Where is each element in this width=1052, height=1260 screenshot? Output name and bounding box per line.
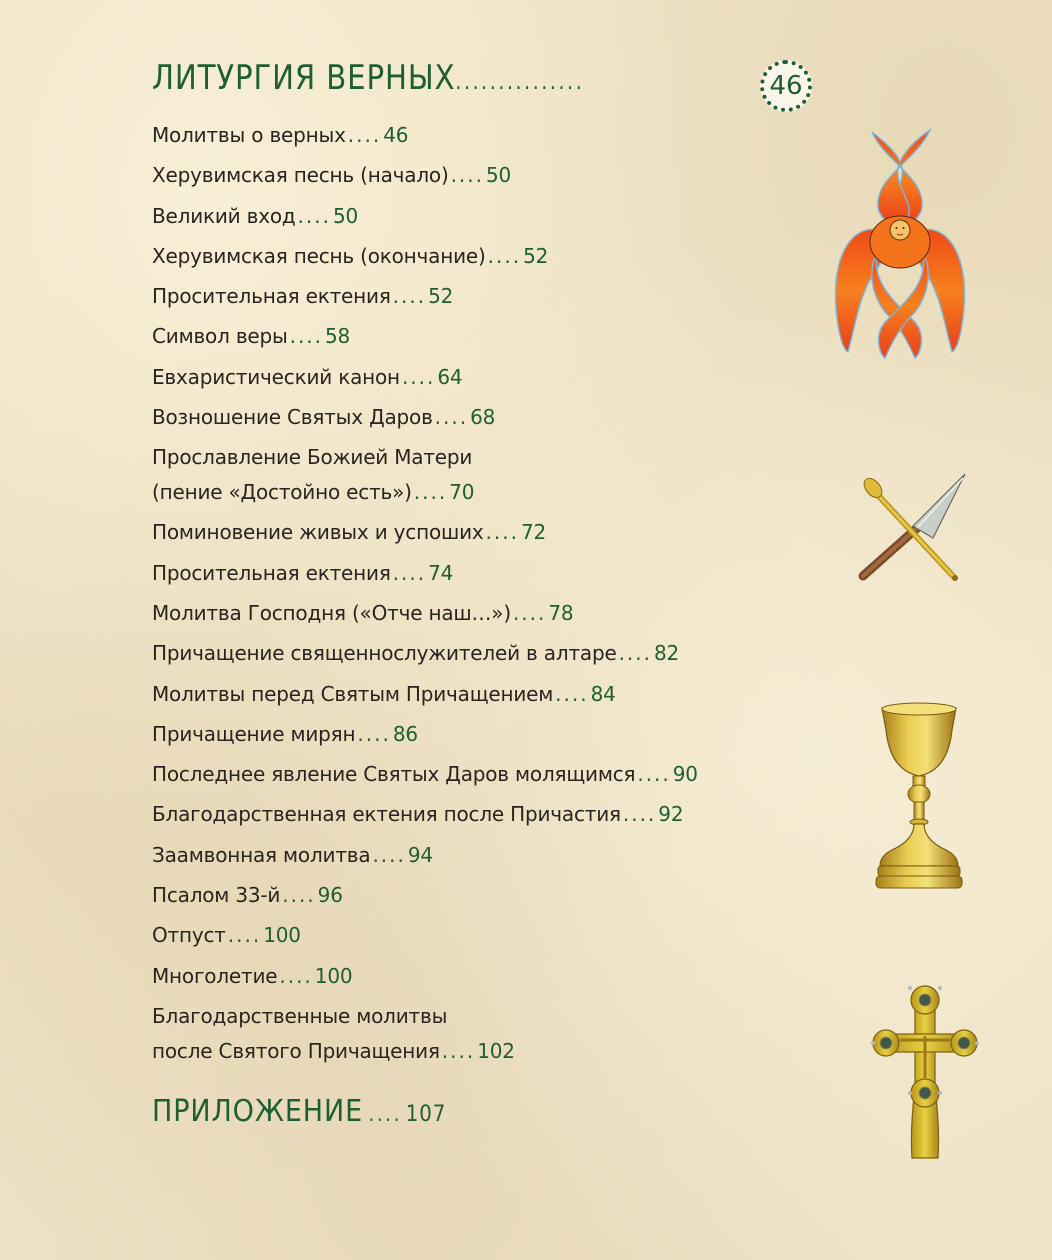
toc-leader: ....	[392, 560, 427, 585]
chalice-illustration	[874, 700, 964, 900]
spear-and-spoon-illustration	[855, 468, 975, 588]
toc-leader: ....	[485, 520, 519, 545]
toc-entry[interactable]	[152, 279, 792, 319]
toc-entry-title-line1: Благодарственные молитвы	[152, 1003, 448, 1028]
toc-page-number: 100	[263, 923, 301, 948]
toc-entry[interactable]	[152, 757, 792, 797]
section-title	[152, 58, 584, 103]
toc-entry[interactable]	[152, 959, 792, 999]
toc-leader: ....	[618, 641, 652, 666]
seraph-icon	[830, 122, 970, 362]
toc-page-number: 74	[428, 560, 454, 585]
toc-page-number: 72	[520, 520, 547, 545]
appendix-entry[interactable]	[152, 1092, 446, 1135]
toc-page-number: 82	[654, 641, 680, 666]
toc-entry-title: Просительная ектения	[152, 560, 391, 585]
toc-entry[interactable]	[152, 360, 792, 400]
toc-entry-title: Молитвы перед Святым Причащением	[152, 681, 554, 706]
toc-entry-title: Последнее явление Святых Даров молящимся	[152, 762, 636, 787]
toc-entry-title: Благодарственная ектения после Причастия	[152, 802, 621, 827]
toc-entry-title: Молитвы о верных	[152, 123, 346, 147]
toc-page-number: 102	[477, 1038, 515, 1063]
toc-entry[interactable]	[152, 717, 792, 757]
toc-entry[interactable]	[152, 118, 792, 158]
toc-leader: ....	[227, 923, 262, 948]
toc-entry-title: Псалом 33-й	[152, 883, 281, 908]
toc-page-number: 78	[548, 600, 574, 625]
toc-entry[interactable]	[152, 636, 792, 676]
toc-page-number: 52	[428, 284, 454, 309]
toc-entry[interactable]	[152, 878, 792, 918]
toc-entry[interactable]	[152, 515, 792, 555]
toc-page-number: 70	[449, 480, 475, 505]
toc-entry-title-line1: Прославление Божией Матери	[152, 445, 473, 470]
toc-leader: ....	[413, 480, 448, 505]
toc-leader: ....	[450, 163, 484, 188]
toc-entry[interactable]	[152, 838, 792, 878]
toc-leader: ....	[512, 600, 547, 625]
toc-entry[interactable]	[152, 400, 792, 440]
cross-icon	[870, 978, 980, 1168]
appendix-page-number: 107	[405, 1102, 447, 1127]
toc-entry[interactable]	[152, 199, 792, 239]
toc-entry-title: Просительная ектения	[152, 284, 391, 309]
toc-leader: ....	[637, 762, 671, 787]
altar-cross-illustration	[870, 978, 980, 1168]
toc-entry-title: Заамвонная молитва	[152, 842, 371, 867]
toc-leader: ....	[282, 883, 316, 908]
toc-entry[interactable]	[152, 556, 792, 596]
toc-entry-title: после Святого Причащения	[152, 1038, 440, 1063]
toc-page-number: 90	[672, 762, 698, 787]
page-number-badge-text: 46	[769, 71, 803, 101]
section-title-text: ЛИТУРГИЯ ВЕРНЫХ	[152, 58, 456, 98]
toc-entry[interactable]	[152, 596, 792, 636]
toc-entry-title: Херувимская песнь (окончание)	[152, 243, 486, 268]
toc-leader: ....	[392, 284, 427, 309]
toc-entry-title: Многолетие	[152, 963, 278, 988]
toc-entry-title: Причащение мирян	[152, 721, 356, 746]
toc-page-number: 50	[332, 203, 359, 228]
toc-leader: ....	[289, 324, 324, 349]
appendix-leader: ....	[368, 1102, 403, 1126]
toc-page-number: 68	[470, 405, 496, 430]
toc-page-number: 100	[314, 963, 353, 988]
toc-leader: ....	[347, 123, 382, 147]
appendix-title: ПРИЛОЖЕНИЕ	[152, 1094, 364, 1129]
toc-entry-title: (пение «Достойно есть»)	[152, 480, 412, 505]
toc-page-number: 96	[317, 883, 343, 908]
toc-leader: ....	[434, 405, 469, 430]
toc-leader: ....	[279, 963, 313, 988]
toc-entry-title: Поминовение живых и успоших	[152, 520, 484, 545]
toc-entry[interactable]	[152, 319, 792, 359]
toc-leader: ....	[487, 243, 522, 268]
toc-entry-title: Отпуст	[152, 923, 226, 948]
toc-page-number: 50	[486, 163, 512, 188]
toc-page-number: 84	[590, 681, 616, 706]
page-number-badge	[760, 60, 812, 112]
toc-page-number: 64	[437, 364, 463, 389]
toc-entry-title: Символ веры	[152, 324, 288, 349]
toc-page-number: 46	[383, 123, 409, 147]
toc-leader: ....	[555, 681, 589, 706]
toc-leader: ....	[357, 721, 391, 746]
toc-entry-title: Херувимская песнь (начало)	[152, 163, 449, 188]
toc-entry-title: Евхаристический канон	[152, 364, 400, 389]
toc-leader: ....	[297, 203, 331, 228]
toc-entry[interactable]	[152, 158, 792, 198]
toc-page-number: 92	[658, 802, 684, 827]
table-of-contents	[152, 118, 792, 1074]
toc-leader: ....	[441, 1038, 476, 1063]
toc-entry[interactable]	[152, 239, 792, 279]
toc-leader: ....	[622, 802, 657, 827]
toc-entry-title: Молитва Господня («Отче наш…»)	[152, 600, 511, 625]
chalice-icon	[874, 700, 964, 900]
toc-page-number: 86	[392, 721, 418, 746]
toc-entry[interactable]	[152, 440, 792, 515]
section-title-leader: ...............	[455, 70, 585, 95]
toc-leader: ....	[372, 842, 406, 867]
spear-and-spoon-icon	[855, 468, 975, 588]
toc-page-number: 52	[523, 243, 549, 268]
toc-entry[interactable]	[152, 918, 792, 958]
toc-entry[interactable]	[152, 677, 792, 717]
toc-entry-title: Возношение Святых Даров	[152, 405, 433, 430]
toc-leader: ....	[401, 364, 436, 389]
toc-entry[interactable]	[152, 797, 792, 837]
toc-entry-title: Причащение священнослужителей в алтаре	[152, 641, 617, 666]
toc-page-number: 58	[325, 324, 351, 349]
toc-entry[interactable]	[152, 999, 792, 1074]
seraph-illustration	[830, 122, 970, 362]
toc-entry-title: Великий вход	[152, 203, 296, 228]
toc-page-number: 94	[407, 842, 433, 867]
